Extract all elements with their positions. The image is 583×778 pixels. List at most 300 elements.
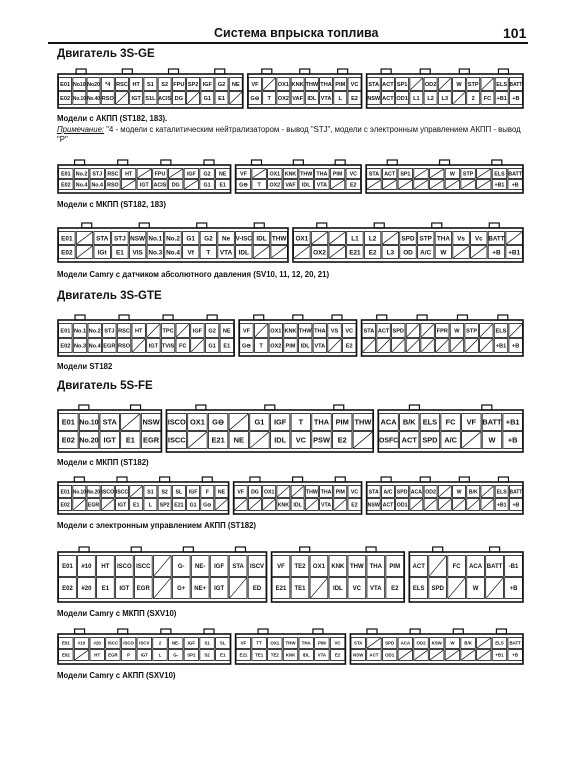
pin-label: +B <box>509 586 518 593</box>
pin-label: IGt <box>97 249 107 257</box>
pin-label: TE1 <box>294 586 306 593</box>
pin-label: IGF <box>188 489 198 496</box>
pin-label: STA <box>368 171 380 178</box>
pin-label: +B1 <box>494 182 505 189</box>
connector-diagram-5sfe-mkpp <box>57 402 524 454</box>
pin-label: DG <box>251 489 259 496</box>
pin-label: G2 <box>204 235 213 243</box>
pin-label: NE- <box>171 640 180 646</box>
pin-label: -B1 <box>508 564 519 571</box>
pin-label: TE2 <box>294 564 306 571</box>
pin-label: No.4 <box>91 182 103 189</box>
pin-label: STP <box>467 82 479 89</box>
pin-label: NSW <box>142 417 160 427</box>
pin-label: W <box>472 586 479 593</box>
pin-label: NSW <box>367 96 381 103</box>
connector-block <box>58 69 243 108</box>
pin-label: OSFC <box>378 435 399 445</box>
pin-label: G1 <box>189 502 197 509</box>
pin-label: No.4 <box>75 182 88 189</box>
connector-svg <box>57 474 524 516</box>
pin-label: G1 <box>254 417 265 427</box>
pin-label: SPD <box>392 328 404 335</box>
pin-label: IDL <box>300 343 310 350</box>
pin-label: VTA <box>370 586 382 593</box>
connector-block <box>236 629 346 664</box>
pin-label: G- <box>177 564 185 571</box>
connector-block <box>367 477 523 514</box>
pin-label: L2 <box>427 96 434 103</box>
pin-label: OX1 <box>190 417 205 427</box>
pin-label: PIM <box>317 640 326 646</box>
pin-label: BATT <box>488 235 505 243</box>
pin-label: SP2 <box>187 82 199 89</box>
pin-label: E01 <box>60 489 70 496</box>
pin-label: No.1 <box>148 235 163 243</box>
note-paragraph <box>57 125 527 145</box>
pin-label: TPC <box>162 328 174 335</box>
pin-label: BATT <box>486 564 503 571</box>
pin-label: +B <box>512 96 520 103</box>
pin-label: ACA <box>469 564 483 571</box>
pin-label: NSW <box>353 652 364 658</box>
pin-label: BATT <box>482 417 502 427</box>
pin-label: No.2 <box>75 171 88 178</box>
pin-label: ELS <box>494 171 505 178</box>
pin-label: KNK <box>285 652 296 658</box>
pin-label: IGT <box>214 586 225 593</box>
pin-label: THA <box>301 640 311 646</box>
pin-label: IDL <box>293 502 302 509</box>
pin-label: OX2 <box>269 182 281 189</box>
pin-label: ELS <box>422 417 438 427</box>
connector-block <box>236 160 362 193</box>
pin-label: IGF <box>214 564 225 571</box>
pin-label: IGT <box>140 652 148 658</box>
pin-label: ISCO <box>117 564 132 571</box>
pin-label: VTA <box>320 96 332 103</box>
pin-label: G⊖ <box>203 502 212 509</box>
pin-label: ACT <box>382 96 394 103</box>
pin-label: ELS <box>496 489 507 496</box>
pin-label: NE- <box>195 564 206 571</box>
pin-label: STJ <box>104 328 115 335</box>
pin-label: STA <box>363 328 375 335</box>
pin-label: TT <box>256 640 262 646</box>
pin-label: HT <box>125 171 133 178</box>
page-header-title: Система впрыска топлива <box>214 26 379 40</box>
pin-label: E01 <box>61 171 71 178</box>
connector-diagram-5sfe-akpp <box>57 474 524 516</box>
pin-label: G1 <box>203 96 212 103</box>
pin-label: THA <box>314 328 326 335</box>
connector-diagram-camry-akpp <box>57 626 524 666</box>
pin-label: SP1 <box>400 171 411 178</box>
pin-label: VF <box>466 417 477 427</box>
pin-label: NE <box>231 82 240 89</box>
pin-label: FPU <box>154 171 166 178</box>
pin-label: KNK <box>277 502 290 509</box>
pin-label: ISCC <box>107 640 119 646</box>
pin-label: E2 <box>337 435 347 445</box>
pin-label: E01 <box>61 640 70 646</box>
pin-label: NE <box>219 171 227 178</box>
pin-label: E1 <box>218 96 225 103</box>
connector-block <box>362 315 523 356</box>
pin-label: TE2 <box>270 652 279 658</box>
pin-label: EGR <box>87 502 100 509</box>
pin-label: EGR <box>103 343 116 350</box>
pin-label: B/K <box>468 489 478 496</box>
pin-label: No.10 <box>72 96 86 103</box>
section-title-5s-fe: Двигатель 5S-FE <box>57 380 153 392</box>
pin-label: OX1 <box>263 489 275 496</box>
pin-label: ACA <box>410 489 422 496</box>
pin-label: IGT <box>131 96 141 103</box>
pin-label: SL <box>219 640 226 646</box>
pin-label: E02 <box>61 435 75 445</box>
pin-label: IDL <box>238 249 249 257</box>
connector-block <box>166 405 373 452</box>
pin-label: BATT <box>509 640 521 646</box>
pin-label: +B <box>512 502 520 509</box>
pin-label: OD2 <box>416 640 426 646</box>
pin-label: E1 <box>133 502 140 509</box>
pin-label: W <box>488 435 496 445</box>
pin-label: E2 <box>368 249 377 257</box>
pin-label: IDL <box>256 235 267 243</box>
pin-label: ACA <box>400 640 411 646</box>
pin-label: PSW <box>313 435 330 445</box>
pin-label: E2 <box>391 586 399 593</box>
connector-diagram-camry-map <box>57 220 524 264</box>
pin-label: THW <box>354 417 372 427</box>
pin-label: E01 <box>61 417 75 427</box>
pin-label: FC <box>445 417 456 427</box>
pin-label: A/C <box>420 249 432 257</box>
pin-label: F <box>205 489 209 496</box>
pin-label: KNK <box>331 564 345 571</box>
pin-label: E02 <box>60 343 71 350</box>
pin-label: IDL <box>274 435 287 445</box>
pin-label: +B1 <box>495 343 507 350</box>
pin-label: FPU <box>173 82 185 89</box>
pin-label: NSW <box>367 502 380 509</box>
pin-label: STA <box>96 235 109 243</box>
pin-label: No.2 <box>88 328 101 335</box>
pin-label: SPD <box>422 435 438 445</box>
pin-label: IGT <box>103 435 116 445</box>
connector-svg <box>57 312 524 358</box>
connector-block <box>367 69 523 108</box>
pin-label: VC <box>334 640 341 646</box>
pin-label: THW <box>305 489 318 496</box>
connector-block <box>350 629 523 664</box>
pin-label: E2 <box>345 343 353 350</box>
pin-label: ACT <box>384 171 396 178</box>
pin-label: ELS <box>412 586 425 593</box>
connector-block <box>58 629 231 664</box>
caption-3sge-akpp: Модели с АКПП (ST182, 183). <box>57 114 168 123</box>
pin-label: OD2 <box>424 82 437 89</box>
caption-camry-mkpp: Модели Camry с МКПП (SXV10) <box>57 609 177 618</box>
pin-label: HT <box>132 82 140 89</box>
pin-label: IDL <box>333 586 343 593</box>
pin-label: ACT <box>382 502 394 509</box>
pin-label: STP <box>466 328 478 335</box>
pin-label: No.4 <box>166 249 180 257</box>
pin-label: STJ <box>92 171 103 178</box>
pin-label: A/C <box>444 435 457 445</box>
pin-label: No.1 <box>73 328 87 335</box>
connector-diagram-3sge-akpp <box>57 66 524 110</box>
connector-block <box>409 547 523 602</box>
connector-diagram-camry-mkpp <box>57 544 524 604</box>
pin-label: STP <box>462 171 474 178</box>
pin-label: ISCV <box>139 640 150 646</box>
pin-label: E02 <box>61 652 70 658</box>
pin-label: No.20 <box>79 435 99 445</box>
pin-label: L1 <box>413 96 420 103</box>
pin-label: IGF <box>202 82 212 89</box>
pin-label: VTA <box>321 502 332 509</box>
pin-label: VTA <box>314 343 326 350</box>
pin-label: EGR <box>136 586 150 593</box>
caption-camry-akpp: Модели Camry с АКПП (SXV10) <box>57 671 176 680</box>
pin-label: IGT <box>117 502 127 509</box>
pin-label: OD1 <box>385 652 395 658</box>
pin-label: E02 <box>61 249 73 257</box>
pin-label: OX1 <box>270 328 282 335</box>
pin-label: E21 <box>211 435 225 445</box>
pin-label: 2 <box>158 640 162 646</box>
pin-label: DG <box>174 96 184 103</box>
caption-3sgte: Модели ST182 <box>57 362 113 371</box>
pin-label: ELS <box>495 640 504 646</box>
pin-label: RSO <box>117 343 131 350</box>
pin-label: VAF <box>292 96 303 103</box>
pin-label: E1 <box>223 343 231 350</box>
pin-label: *4 <box>105 82 111 89</box>
pin-label: W <box>450 640 455 646</box>
connector-block <box>272 547 405 602</box>
pin-label: PIM <box>332 171 343 178</box>
pin-label: IGF <box>273 417 287 427</box>
pin-label: PIM <box>285 343 296 350</box>
pin-label: G2 <box>208 328 216 335</box>
pin-label: HT <box>101 564 110 571</box>
pin-label: VC <box>350 82 359 89</box>
pin-label: ACT <box>377 328 390 335</box>
pin-label: NE <box>222 328 231 335</box>
pin-label: G1 <box>208 343 216 350</box>
pin-label: E21 <box>349 249 361 257</box>
pin-label: HT <box>94 652 101 658</box>
pin-label: THW <box>271 235 287 243</box>
pin-label: VC <box>349 171 357 178</box>
pin-label: PIM <box>335 82 346 89</box>
pin-label: IDL <box>301 182 311 189</box>
pin-label: G- <box>173 652 179 658</box>
pin-label: No10 <box>72 82 86 89</box>
pin-label: TE1 <box>255 652 264 658</box>
pin-label: E01 <box>62 564 73 571</box>
pin-label: A/C <box>383 489 393 496</box>
pin-label: ISCO <box>123 640 134 646</box>
pin-label: STA <box>368 489 379 496</box>
pin-label: ACT <box>369 652 379 658</box>
pin-label: ACIS <box>158 96 172 103</box>
pin-label: ACT <box>401 435 417 445</box>
pin-label: SPD <box>396 489 408 496</box>
pin-label: VF <box>240 171 247 178</box>
connector-block <box>234 477 362 514</box>
pin-label: RSO <box>101 96 114 103</box>
pin-label: OX2 <box>277 96 289 103</box>
pin-label: T <box>257 182 261 189</box>
pin-label: V-ISC <box>235 235 253 243</box>
pin-label: PIM <box>335 489 345 496</box>
pin-label: STA <box>232 564 244 571</box>
note-text: "4 - модели с каталитическим нейтрализатором - вывод "STJ", модели с электронным управлением АКПП - вывод "P" <box>57 125 521 144</box>
pin-label: STJ <box>114 235 126 243</box>
pin-label: T <box>206 249 211 257</box>
pin-label: E21 <box>174 502 184 509</box>
pin-label: IGF <box>186 171 196 178</box>
pin-label: No.40 <box>87 96 100 103</box>
pin-label: S2 <box>161 489 168 496</box>
pin-label: SPD <box>401 235 415 243</box>
pin-label: E21 <box>275 586 287 593</box>
pin-label: G⊖ <box>250 96 260 103</box>
pin-label: VTA <box>316 182 327 189</box>
pin-label: Ne <box>221 235 231 243</box>
pin-label: G1 <box>186 235 195 243</box>
pin-label: E21 <box>239 652 248 658</box>
pin-label: P <box>127 652 131 658</box>
pin-label: EGR <box>108 652 118 658</box>
connector-diagram-3sgte <box>57 312 524 358</box>
pin-label: FC <box>179 343 187 350</box>
pin-label: THA <box>313 417 330 427</box>
pin-label: OX2 <box>270 343 282 350</box>
pin-label: KNK <box>284 328 297 335</box>
pin-label: E02 <box>61 182 71 189</box>
pin-label: Vf <box>187 249 194 257</box>
pin-label: L3 <box>441 96 449 103</box>
caption-3sge-mkpp: Модели с МКПП (ST182, 183) <box>57 200 166 209</box>
pin-label: IDL <box>307 96 317 103</box>
pin-label: KSW <box>431 640 442 646</box>
pin-label: #20 <box>93 640 101 646</box>
pin-label: +B1 <box>495 652 504 658</box>
pin-label: ISCC <box>136 564 151 571</box>
pin-label: VC <box>345 328 354 335</box>
pin-label: OD2 <box>425 489 436 496</box>
pin-label: ACT <box>412 564 425 571</box>
pin-label: PIM <box>335 417 349 427</box>
connector-svg <box>57 157 524 195</box>
pin-label: E1 <box>101 586 110 593</box>
pin-label: BATT <box>509 82 523 89</box>
caption-5sfe-akpp: Модели с электронным управлением АКПП (ST182) <box>57 521 257 530</box>
pin-label: G⊖ <box>239 182 248 189</box>
pin-label: VC <box>295 435 306 445</box>
pin-label: ISCO <box>101 489 115 496</box>
connector-svg <box>57 402 524 454</box>
pin-label: KNK <box>291 82 304 89</box>
pin-label: E2 <box>334 652 341 658</box>
pin-label: ACT <box>382 82 394 89</box>
pin-label: VIS <box>132 249 143 257</box>
section-title-3s-gte: Двигатель 3S-GTE <box>57 290 162 302</box>
pin-label: OX1 <box>312 564 325 571</box>
pin-label: +B <box>512 652 519 658</box>
pin-label: #10 <box>81 564 92 571</box>
pin-label: ACA <box>380 417 397 427</box>
pin-label: VTA <box>317 652 327 658</box>
pin-label: W <box>456 82 462 89</box>
pin-label: IGT <box>148 343 159 350</box>
caption-5sfe-mkpp: Модели с МКПП (ST182) <box>57 458 149 467</box>
pin-label: E01 <box>60 328 71 335</box>
pin-label: OX1 <box>295 235 309 243</box>
pin-label: VC <box>350 489 359 496</box>
connector-svg <box>57 66 524 110</box>
pin-label: +B1 <box>505 417 520 427</box>
pin-label: OX1 <box>270 640 280 646</box>
pin-label: +B <box>511 182 519 189</box>
pin-label: E02 <box>60 96 71 103</box>
pin-label: STP <box>419 235 432 243</box>
pin-label: G2 <box>203 171 211 178</box>
pin-label: No.10 <box>72 489 86 496</box>
pin-label: OD <box>403 249 413 257</box>
pin-label: STA <box>354 640 363 646</box>
connector-block <box>248 69 362 108</box>
connector-block <box>58 405 161 452</box>
pin-label: W <box>440 249 447 257</box>
pin-label: IGT <box>139 182 149 189</box>
pin-label: NE+ <box>194 586 207 593</box>
pin-label: S1 <box>147 489 154 496</box>
connector-block <box>58 160 231 193</box>
pin-label: E1 <box>219 182 226 189</box>
pin-label: EGR <box>143 435 160 445</box>
pin-label: THW <box>305 82 319 89</box>
pin-label: L <box>338 96 342 103</box>
pin-label: NSW <box>130 235 146 243</box>
connector-svg <box>57 626 524 666</box>
pin-label: E1 <box>220 652 226 658</box>
pin-label: NE <box>233 435 244 445</box>
pin-label: STA <box>102 417 117 427</box>
pin-label: SP1 <box>396 82 408 89</box>
pin-label: VC <box>352 586 362 593</box>
pin-label: L <box>158 652 162 658</box>
pin-label: FC <box>452 564 461 571</box>
pin-label: FC <box>483 96 492 103</box>
pin-label: VF <box>240 640 247 646</box>
pin-label: No.3 <box>73 343 87 350</box>
pin-label: +B <box>512 343 520 350</box>
pin-label: W <box>449 171 455 178</box>
pin-label: THA <box>320 489 332 496</box>
pin-label: +B1 <box>496 96 507 103</box>
pin-label: +B1 <box>508 249 521 257</box>
connector-diagram-3sge-mkpp <box>57 157 524 195</box>
pin-label: S1 <box>147 82 154 89</box>
